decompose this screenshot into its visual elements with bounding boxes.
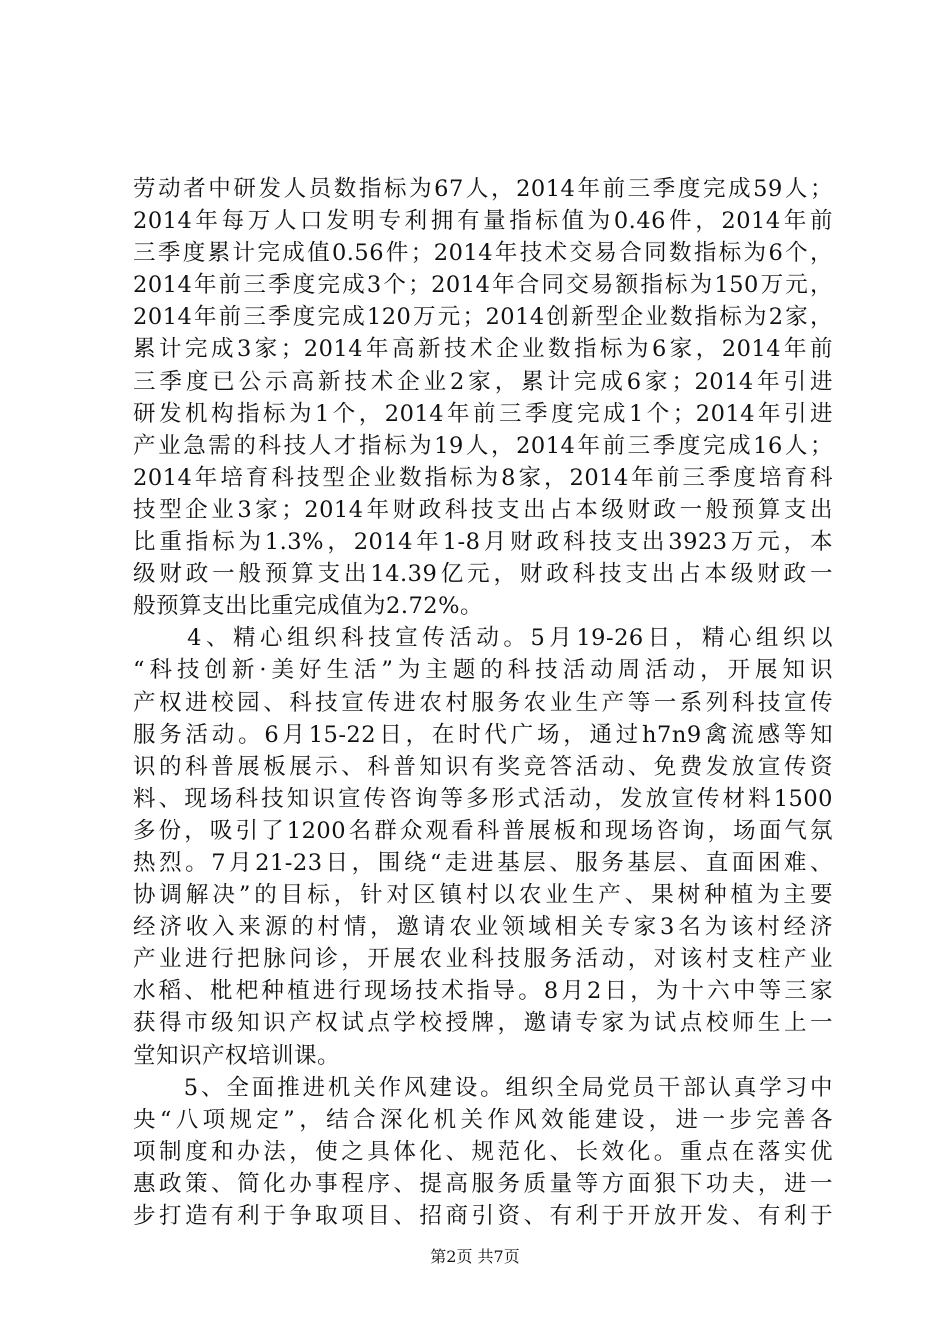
text-line: 识的科普展板展示、科普知识有奖竞答活动、免费发放宣传资: [133, 753, 833, 780]
text-line: 技型企业3家；2014年财政科技支出占本级财政一般预算支出: [133, 496, 833, 523]
text-line: 级财政一般预算支出14.39亿元，财政科技支出占本级财政一: [133, 561, 833, 588]
text-line: 获得市级知识产权试点学校授牌，邀请专家为试点校师生上一: [133, 1010, 833, 1037]
text-line: 产业急需的科技人才指标为19人，2014年前三季度完成16人；: [133, 432, 833, 459]
text-line: 2014年前三季度完成3个；2014年合同交易额指标为150万元，: [133, 272, 833, 299]
text-line: 多份，吸引了1200名群众观看科普展板和现场咨询，场面气氛: [133, 817, 833, 844]
text-line: 研发机构指标为1个，2014年前三季度完成1个；2014年引进: [133, 400, 833, 427]
text-line: 料、现场科技知识宣传咨询等多形式活动，发放宣传材料1500: [133, 785, 833, 812]
text-line: 步打造有利于争取项目、招商引资、有利于开放开发、有利于: [133, 1203, 833, 1229]
text-line: 4、精心组织科技宣传活动。5月19-26日，精心组织以: [133, 625, 833, 652]
text-line: 2014年培育科技型企业数指标为8家，2014年前三季度培育科: [133, 464, 833, 491]
text-line: 央“八项规定”，结合深化机关作风效能建设，进一步完善各: [133, 1106, 833, 1133]
text-line: 劳动者中研发人员数指标为67人，2014年前三季度完成59人；: [133, 176, 833, 202]
text-line: 产权进校园、科技宣传进农村服务农业生产等一系列科技宣传: [133, 689, 833, 716]
text-line: 产业进行把脉问诊，开展农业科技服务活动，对该村支柱产业: [133, 946, 833, 973]
text-line: 水稻、枇杷种植进行现场技术指导。8月2日，为十六中等三家: [133, 978, 833, 1005]
text-line: 三季度累计完成值0.56件；2014年技术交易合同数指标为6个，: [133, 240, 833, 267]
text-line: 惠政策、简化办事程序、提高服务质量等方面狠下功夫，进一: [133, 1170, 833, 1197]
text-line: 比重指标为1.3%，2014年1-8月财政科技支出3923万元，本: [133, 529, 833, 556]
text-line: 热烈。7月21-23日，围绕“走进基层、服务基层、直面困难、: [133, 849, 833, 876]
text-line: 服务活动。6月15-22日，在时代广场，通过h7n9禽流感等知: [133, 721, 833, 748]
page-footer: 第2页 共7页: [430, 1247, 520, 1266]
text-line: 累计完成3家；2014年高新技术企业数指标为6家，2014年前: [133, 336, 833, 363]
text-line: 项制度和办法，使之具体化、规范化、长效化。重点在落实优: [133, 1138, 833, 1165]
text-line: 三季度已公示高新技术企业2家，累计完成6家；2014年引进: [133, 368, 833, 395]
text-line: “科技创新·美好生活”为主题的科技活动周活动，开展知识: [133, 657, 833, 684]
body-text: [133, 173, 833, 1232]
text-line: 堂知识产权培训课。: [133, 1042, 341, 1069]
text-line: 般预算支出比重完成值为2.72%。: [133, 593, 483, 620]
text-line: 2014年每万人口发明专利拥有量指标值为0.46件，2014年前: [133, 208, 833, 235]
text-line: 协调解决”的目标，针对区镇村以农业生产、果树种植为主要: [133, 882, 833, 909]
text-line: 5、全面推进机关作风建设。组织全局党员干部认真学习中: [133, 1074, 833, 1101]
text-line: 2014年前三季度完成120万元；2014创新型企业数指标为2家，: [133, 304, 833, 331]
text-line: 经济收入来源的村情，邀请农业领域相关专家3名为该村经济: [133, 914, 833, 941]
